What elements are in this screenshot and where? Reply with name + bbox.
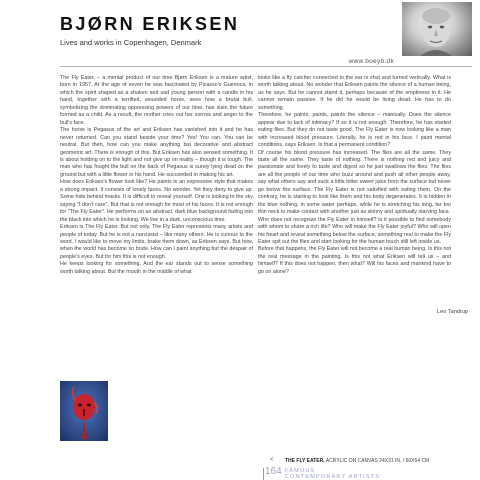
- website-link[interactable]: www.boeyb.dk: [348, 58, 394, 65]
- article-paragraph: The horse is Pegasus of the art and Eriksen has vanished into it and he has never returned. Can you stand beside your time? Yes! You can. You can be neutral. But then, how can you make anything but decorative and abstract geometric art. There is enough of this. But Eriksen has also sensed something. It is about holding on to the light and not give up on reality – though it is tough. The man who has fought the bull on the back of Pegasus is surely lying dead on the ground but with a little flower in his hand. He succeeded in making his art.: [60, 127, 253, 178]
- publication-title-line1: FAMOUS: [285, 468, 316, 474]
- artwork-details: ACRYLIC ON CANVAS 24X31 IN. / 60X54 CM: [324, 458, 430, 464]
- artwork-caption: [285, 458, 429, 464]
- article-paragraph: The Fly Eater, – a mental product of our time Bjørn Eriksen is a mature artist, born in 1957. At the age of seven he was fascinated by Picasso's Guernica, in which the spirit shaped as a shaken and sad young person with a candle in his hand, together with a terrified, wounded horse, sees how a brutal bull, symbolizing the dominating oppressing powers of our time, has slain the future formed as a child. As a result, the mother cries out her sorrow and anger to the bull's face.: [60, 75, 253, 126]
- article-paragraph: How does Eriksen's flower look like? He paints in an expressive style that makes a strong impact. It consists of lonely faces. No wonder. Yet they deny to give up. Some hide behind masks. It is difficult to reveal yourself. One is looking to the sky saying "I don't care". But that is not enough for most of his faces. It is not enough for "The Fly Eater". He performs on an abstract, dark blue background fading into the black into which he is looking. We live in a dark, unconscious time.: [60, 179, 253, 223]
- article-paragraph: looks like a fly catcher connected to the ear is shut and turned vertically. What is worth talking about. No wonder that Eriksen paints the silence of a human being, as he says. But he cannot stand it, perhaps because of the emptiness in it. He cannot remain passive. If he did he would be living dead. He has to do something.: [258, 75, 451, 111]
- publication-title-line2: CONTEMPORARY ARTISTS: [285, 474, 381, 480]
- page-header: [0, 0, 480, 72]
- artwork-title: THE FLY EATER,: [285, 458, 325, 464]
- artist-subtitle: Lives and works in Copenhagen, Denmark: [60, 38, 202, 47]
- article-right-column: [258, 75, 451, 276]
- article-paragraph: Therefore, he paints, paints, paints the silence – manically. Does the silence appear due to lack of intimacy? If so it is not enough. Therefore, he has started eating flies. But they do not taste good. The Fly Eater is now looking like a man with increased blood pressure. Literally, he is red in his face. I paint mental conditions, says Eriksen. Is that a permanent condition?: [258, 112, 451, 149]
- caption-pointer-icon: <: [270, 457, 274, 463]
- footer-divider: [263, 468, 264, 480]
- artist-name: BJØRN ERIKSEN: [60, 14, 240, 34]
- article-paragraph: Of course his blood pressure has increased. The flies are all the same. They taste all the same. They taste of nothing. There is nothing red and juicy and passionate and lovely to taste and digest so he just swallows the flies. The flies are all the people of our time who buzz around and push all other people away, say what others say and suck a little bitter sweet juice from the surface but never go below the surface. The Fly Eater is not satisfied with eating them. On the contrary, he is starting to look like them and his body degenerates. It is hidden in the blue nothing, in some water perhaps, while he is stretching his long, far too thin neck to make contact with another just as skinny and spiritually starving face.: [258, 149, 451, 216]
- article-paragraph: Who does not recognize the Fly Eater in himself? Is it possible to find somebody with whom to share a rich life? Who will make the Fly Eater joyful? Who will open his heart and reveal something below the surface, something real to make the Fly Eater spit out the flies and start looking for the human touch still left inside us.: [258, 216, 451, 245]
- article-left-column: [60, 75, 253, 276]
- article-paragraph: Before that happens, the Fly Eater will not become a real human being. Is this not the real message in the painting. Is this not what Eriksen will tell us – and himself? If this does not happen, then what? Will his faces and mankind have to go on alone?: [258, 246, 451, 275]
- artwork-image: [60, 381, 108, 441]
- header-divider: [60, 66, 472, 67]
- article-paragraph: Eriksen is The Fly Eater. But not only. The Fly Eater represents many artists and people of today. But he is not a narcissist – like many others. He is curious to the word. I would like to move my limits, brake them down, as Eriksen says. But how, when the world has become so brute. How can I paint anything but the despair of people's eyes. But for him this is not enough.: [60, 224, 253, 260]
- article-paragraph: He keeps looking for something. And the ear stands out to sense something worth talking about. But the mouth in the middle of what: [60, 261, 253, 275]
- page-number: 164: [265, 466, 282, 477]
- author-signature: Leo Tandrup: [437, 309, 468, 315]
- artist-portrait: [402, 2, 472, 56]
